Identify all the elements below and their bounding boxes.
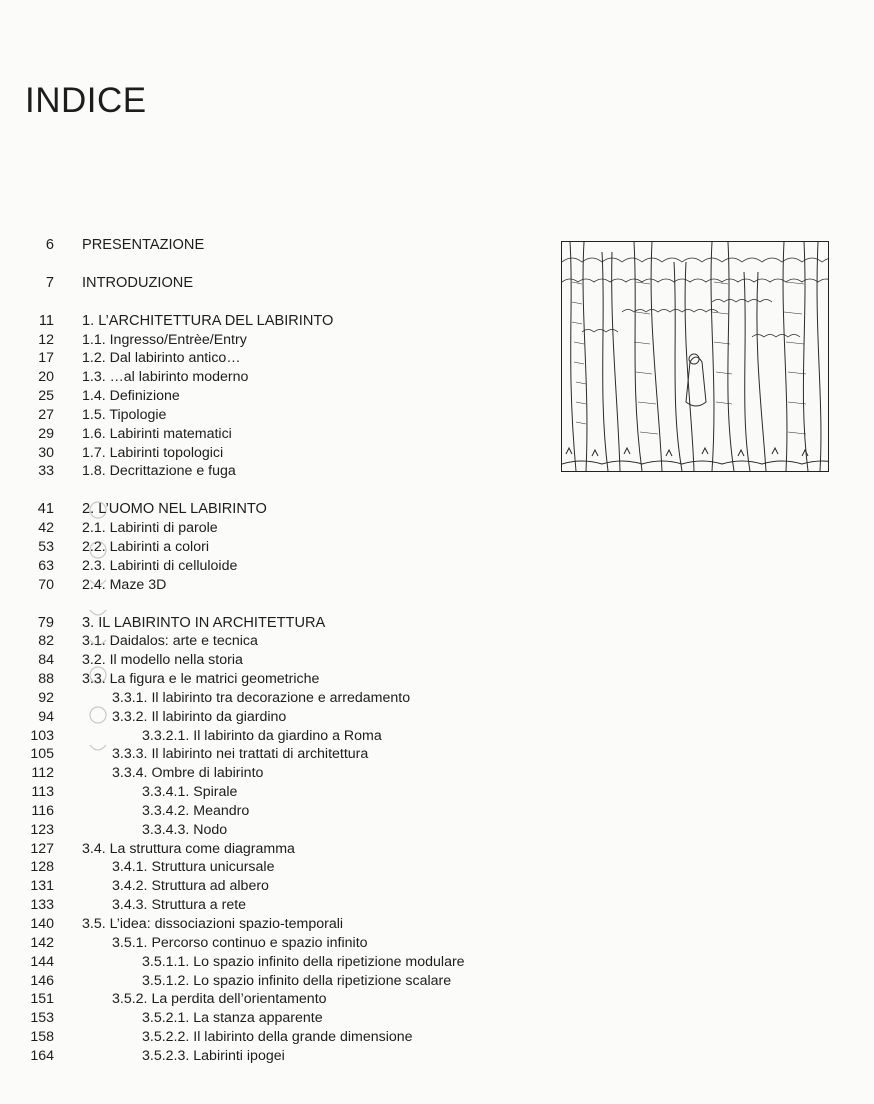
toc-page-number: 142 — [30, 934, 54, 951]
toc-entry-title: 2.1. Labirinti di parole — [82, 520, 218, 537]
toc-page-number: 25 — [38, 388, 54, 405]
stamp-watermark — [70, 470, 126, 780]
toc-page-number: 92 — [38, 689, 54, 706]
toc-page-number: 116 — [31, 802, 54, 819]
toc-page-number: 164 — [30, 1047, 54, 1064]
forest-engraving-icon — [562, 242, 828, 471]
toc-page-number: 42 — [38, 520, 54, 537]
toc-entry-title: 3. IL LABIRINTO IN ARCHITETTURA — [82, 614, 326, 631]
toc-entry-row — [0, 821, 540, 840]
toc-entry-title: PRESENTAZIONE — [82, 237, 205, 253]
toc-entry-title: 3.3.4. Ombre di labirinto — [112, 765, 264, 782]
toc-entry-title: INTRODUZIONE — [82, 274, 194, 291]
toc-entry-row — [0, 953, 540, 972]
toc-entry-row — [0, 840, 540, 859]
toc-page-number: 103 — [30, 727, 54, 744]
toc-page-number: 53 — [38, 538, 54, 555]
toc-page-number: 12 — [38, 331, 54, 348]
page-title: INDICE — [25, 81, 147, 121]
toc-entry-row — [0, 1009, 540, 1028]
toc-page-number: 123 — [30, 821, 54, 838]
toc-entry-title: 3.5.1.2. Lo spazio infinito della ripetizione scalare — [142, 972, 452, 989]
toc-page-number: 79 — [37, 614, 54, 631]
toc-entry-title: 3.5.1.1. Lo spazio infinito della ripetizione modulare — [142, 953, 465, 970]
toc-entry-title: 2.3. Labirinti di celluloide — [82, 557, 238, 574]
toc-entry-title: 3.3.2. Il labirinto da giardino — [112, 708, 287, 725]
toc-entry-row — [0, 802, 540, 821]
toc-entry-title: 2.2. Labirinti a colori — [82, 538, 209, 555]
toc-page-number: 144 — [30, 953, 54, 970]
toc-page-number: 41 — [37, 501, 54, 518]
toc-entry-title: 3.3. La figura e le matrici geometriche — [82, 671, 320, 688]
toc-entry-title: 3.5.2. La perdita dell’orientamento — [112, 991, 327, 1008]
toc-entry-title: 1.4. Definizione — [82, 388, 180, 405]
toc-entry-title: 3.2. Il modello nella storia — [82, 652, 243, 669]
toc-page-number: 133 — [30, 897, 54, 914]
toc-entry-row — [0, 972, 540, 991]
toc-page-number: 128 — [30, 859, 54, 876]
toc-page-number: 70 — [38, 576, 54, 593]
toc-entry-row — [0, 425, 540, 444]
toc-entry-title: 3.4.2. Struttura ad albero — [112, 878, 269, 895]
toc-page-number: 33 — [38, 463, 54, 480]
toc-entry-title: 3.3.4.3. Nodo — [142, 821, 228, 838]
toc-entry-title: 1.2. Dal labirinto antico… — [82, 350, 241, 367]
toc-page-number: 17 — [38, 350, 54, 367]
toc-entry-title: 3.3.4.2. Meandro — [142, 802, 250, 819]
toc-entry-title: 2.4. Maze 3D — [82, 576, 167, 593]
toc-entry-row — [0, 783, 540, 802]
toc-entry-title: 1.6. Labirinti matematici — [82, 425, 232, 442]
toc-entry-title: 3.3.4.1. Spirale — [142, 784, 238, 801]
toc-page-number: 29 — [38, 425, 54, 442]
toc-entry-title: 1. L’ARCHITETTURA DEL LABIRINTO — [82, 312, 334, 329]
toc-page-number: 6 — [45, 237, 54, 253]
toc-entry-row — [0, 1047, 540, 1066]
toc-page-number: 30 — [38, 444, 54, 461]
toc-entry-row — [0, 896, 540, 915]
toc-page-number: 146 — [30, 972, 54, 989]
toc-page-number: 84 — [38, 652, 54, 669]
toc-entry-title: 3.3.2.1. Il labirinto da giardino a Roma — [142, 727, 382, 744]
toc-entry-row — [0, 934, 540, 953]
toc-entry-title: 3.4.3. Struttura a rete — [112, 897, 247, 914]
toc-entry-title: 2. L’UOMO NEL LABIRINTO — [82, 501, 267, 518]
toc-entry-title: 3.3.3. Il labirinto nei trattati di architettura — [112, 746, 369, 763]
toc-entry-row — [0, 915, 540, 934]
toc-page-number: 88 — [38, 671, 54, 688]
toc-entry-title: 1.3. …al labirinto moderno — [82, 369, 249, 386]
toc-page-number: 140 — [30, 916, 54, 932]
toc-entry-row — [0, 406, 540, 425]
toc-page-number: 27 — [38, 406, 54, 423]
toc-chapter-row — [0, 236, 540, 255]
toc-page-number: 113 — [31, 784, 54, 801]
toc-entry-row — [0, 858, 540, 877]
toc-entry-title: 3.4. La struttura come diagramma — [82, 840, 295, 857]
toc-entry-title: 1.7. Labirinti topologici — [82, 444, 224, 461]
toc-entry-row — [0, 990, 540, 1009]
toc-page-number: 158 — [30, 1029, 54, 1046]
toc-page-number: 11 — [38, 312, 54, 329]
toc-page-number: 105 — [30, 746, 54, 763]
toc-page-number: 20 — [38, 369, 54, 386]
toc-chapter-row — [0, 274, 540, 293]
toc-page-number: 151 — [30, 991, 54, 1008]
toc-entry-row — [0, 444, 540, 463]
toc-page-number: 82 — [38, 633, 54, 650]
toc-entry-title: 3.3.1. Il labirinto tra decorazione e arredamento — [112, 689, 411, 706]
toc-entry-title: 1.5. Tipologie — [82, 406, 167, 423]
toc-page-number: 112 — [31, 765, 54, 782]
toc-entry-title: 3.5.2.3. Labirinti ipogei — [142, 1047, 285, 1064]
toc-entry-title: 1.8. Decrittazione e fuga — [82, 463, 236, 480]
toc-page-number: 94 — [38, 708, 54, 725]
toc-entry-title: 3.5.1. Percorso continuo e spazio infinito — [112, 934, 368, 951]
toc-entry-row — [0, 349, 540, 368]
toc-entry-row — [0, 331, 540, 350]
toc-chapter-row — [0, 312, 540, 331]
toc-entry-row — [0, 1028, 540, 1047]
toc-entry-row — [0, 877, 540, 896]
toc-page-number: 127 — [30, 840, 54, 857]
toc-page-number: 7 — [45, 274, 54, 291]
forest-illustration — [561, 241, 829, 472]
toc-entry-row — [0, 387, 540, 406]
toc-entry-title: 3.4.1. Struttura unicursale — [112, 859, 275, 876]
toc-entry-title: 1.1. Ingresso/Entrèe/Entry — [82, 331, 247, 348]
toc-page-number: 153 — [30, 1010, 54, 1027]
toc-entry-title: 3.1. Daidalos: arte e tecnica — [82, 633, 258, 650]
toc-page-number: 131 — [30, 878, 54, 895]
toc-entry-title: 3.5. L’idea: dissociazioni spazio-temporali — [82, 916, 344, 932]
toc-page-number: 63 — [38, 557, 54, 574]
toc-entry-title: 3.5.2.2. Il labirinto della grande dimensione — [142, 1029, 413, 1046]
toc-entry-title: 3.5.2.1. La stanza apparente — [142, 1010, 323, 1027]
toc-entry-row — [0, 368, 540, 387]
